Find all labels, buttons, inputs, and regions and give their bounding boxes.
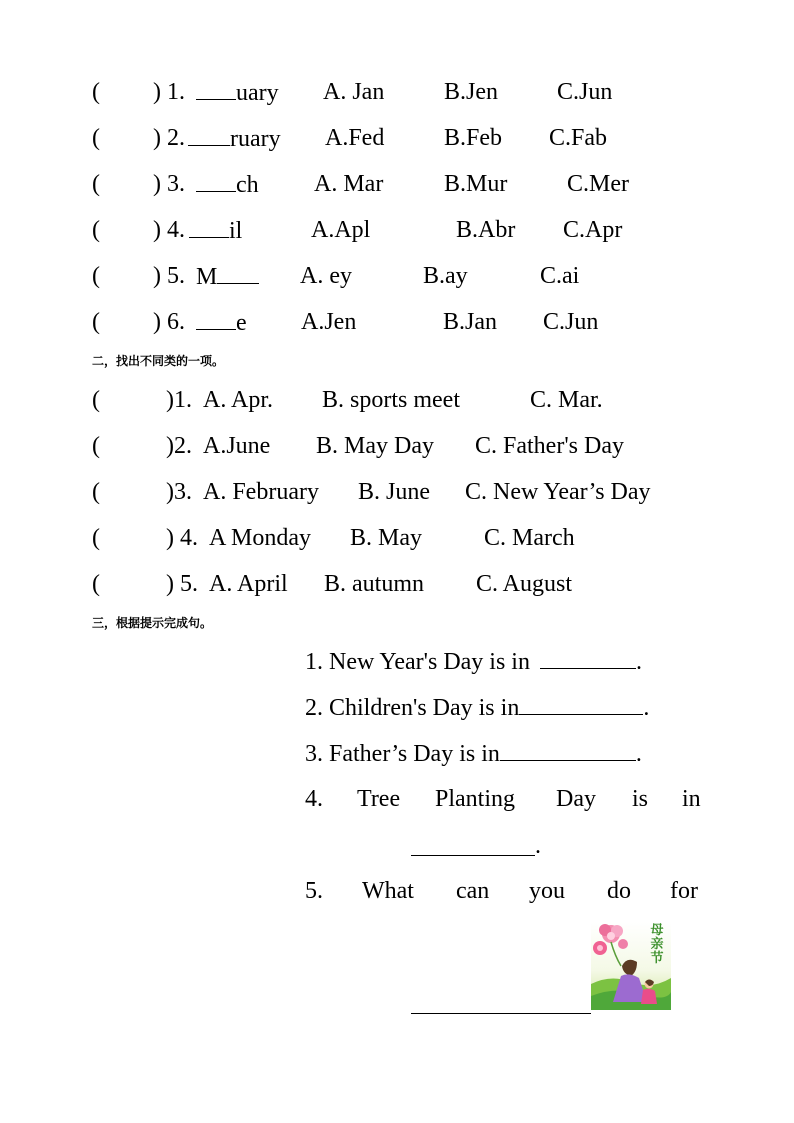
question-number: ) 5. — [166, 571, 198, 597]
option-c: C.Mer — [567, 171, 629, 197]
answer-paren-open: ( — [92, 571, 100, 597]
option-b: B. sports meet — [322, 387, 460, 413]
option-c: C. New Year’s Day — [465, 479, 651, 505]
sentence-2 — [305, 692, 649, 723]
option-a: A.Jen — [301, 309, 357, 335]
option-b: B.Mur — [444, 171, 508, 197]
question-number: ) 4. — [153, 217, 185, 243]
sentence-3 — [305, 738, 642, 769]
option-b: B.Jan — [443, 309, 497, 335]
sentence-period: . — [635, 649, 642, 675]
question-stem: ch — [196, 169, 259, 200]
sentence-text: 3. Father’s Day is in — [305, 741, 500, 767]
option-c: C.Jun — [557, 79, 613, 105]
sentence-1 — [305, 646, 642, 677]
mothers-day-caption: 母 亲 节 — [650, 923, 664, 966]
option-c: C.ai — [540, 263, 580, 289]
answer-paren-open: ( — [92, 217, 100, 243]
question-stem: il — [189, 215, 242, 246]
option-a: A. ey — [300, 263, 352, 289]
sentence-word: Planting — [435, 786, 516, 812]
answer-blank[interactable] — [196, 169, 236, 192]
option-c: C. August — [476, 571, 573, 597]
sentence-text: 1. New Year's Day is in — [305, 649, 530, 675]
option-b: B. May Day — [316, 433, 434, 459]
option-c: C. Mar. — [530, 387, 603, 413]
sentence-word: What — [362, 878, 414, 904]
option-b: B.Abr — [456, 217, 516, 243]
sentence-word: for — [670, 878, 698, 904]
answer-blank[interactable] — [540, 646, 636, 669]
sentence-word: is — [632, 786, 649, 812]
option-c: C. Father's Day — [475, 433, 624, 459]
answer-blank[interactable] — [500, 738, 636, 761]
section-heading: 二，找出不同类的一项。 — [92, 354, 225, 368]
sentence-word: do — [607, 878, 631, 904]
option-b: B.Jen — [444, 79, 498, 105]
option-b: B.ay — [423, 263, 468, 289]
answer-blank[interactable] — [217, 261, 259, 284]
answer-paren-open: ( — [92, 479, 100, 505]
answer-paren-open: ( — [92, 387, 100, 413]
answer-blank[interactable] — [189, 215, 229, 238]
sentence-word: 4. — [305, 786, 323, 812]
answer-blank[interactable] — [196, 307, 236, 330]
option-c: C.Fab — [549, 125, 608, 151]
option-a: A.Fed — [325, 125, 385, 151]
option-c: C.Jun — [543, 309, 599, 335]
question-number: ) 3. — [153, 171, 185, 197]
answer-blank[interactable] — [519, 692, 643, 715]
option-b: B. June — [358, 479, 430, 505]
sentence-word: 5. — [305, 878, 323, 904]
sentence-word: in — [682, 786, 701, 812]
answer-blank[interactable] — [188, 123, 230, 146]
option-a: A. February — [203, 479, 319, 505]
option-c: C. March — [484, 525, 575, 551]
answer-blank[interactable] — [411, 1013, 591, 1014]
question-stem: ruary — [188, 123, 281, 154]
answer-paren-open: ( — [92, 525, 100, 551]
question-number: )3. — [166, 479, 192, 505]
answer-paren-open: ( — [92, 433, 100, 459]
answer-paren-open: ( — [92, 79, 100, 105]
question-number: )1. — [166, 387, 192, 413]
sentence-word: you — [529, 878, 565, 904]
question-number: )2. — [166, 433, 192, 459]
option-c: C.Apr — [563, 217, 623, 243]
mothers-day-picture — [591, 922, 671, 1010]
answer-blank[interactable] — [411, 855, 535, 856]
option-b: B. autumn — [324, 571, 424, 597]
section-heading: 三，根据提示完成句。 — [92, 616, 213, 630]
sentence-period: . — [643, 695, 650, 721]
option-a: A.Apl — [311, 217, 371, 243]
option-a: A.June — [203, 433, 271, 459]
option-a: A. Mar — [314, 171, 384, 197]
option-a: A. April — [209, 571, 288, 597]
question-number: ) 5. — [153, 263, 185, 289]
question-stem: uary — [196, 77, 279, 108]
sentence-word: Tree — [357, 786, 401, 812]
sentence-period: . — [535, 833, 541, 859]
sentence-word: can — [456, 878, 490, 904]
question-stem: e — [196, 307, 247, 338]
sentence-text: 2. Children's Day is in — [305, 695, 520, 721]
answer-blank[interactable] — [196, 77, 236, 100]
question-number: ) 6. — [153, 309, 185, 335]
answer-paren-open: ( — [92, 171, 100, 197]
option-b: B.Feb — [444, 125, 503, 151]
answer-paren-open: ( — [92, 125, 100, 151]
question-stem: M — [196, 261, 259, 292]
option-a: A. Jan — [323, 79, 385, 105]
option-a: A Monday — [209, 525, 311, 551]
question-number: ) 4. — [166, 525, 198, 551]
option-b: B. May — [350, 525, 422, 551]
question-number: ) 2. — [153, 125, 185, 151]
answer-paren-open: ( — [92, 263, 100, 289]
answer-paren-open: ( — [92, 309, 100, 335]
question-number: ) 1. — [153, 79, 185, 105]
option-a: A. Apr. — [203, 387, 274, 413]
sentence-period: . — [635, 741, 642, 767]
sentence-word: Day — [556, 786, 596, 812]
